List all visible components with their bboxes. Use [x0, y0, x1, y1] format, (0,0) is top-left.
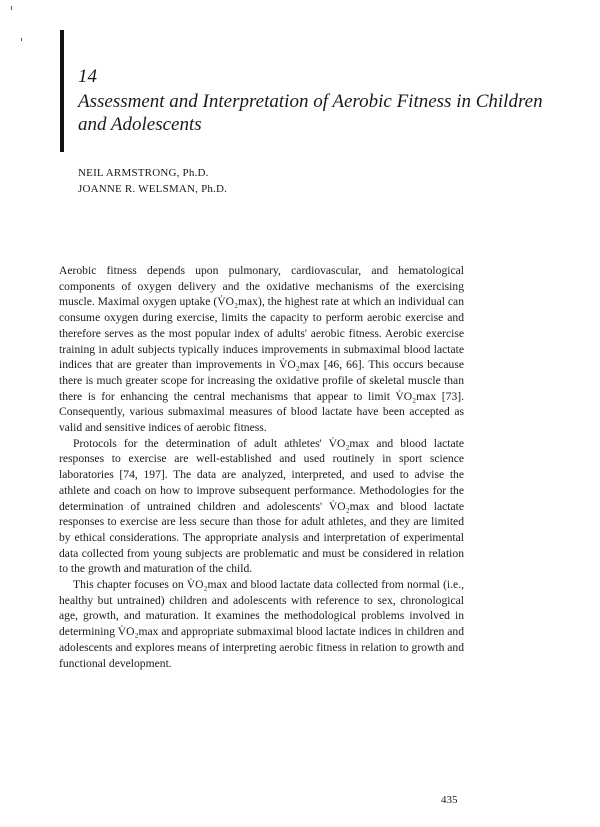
chapter-number: 14 [78, 66, 97, 87]
author-list [78, 165, 227, 197]
margin-mark [21, 38, 22, 41]
author-name: JOANNE R. WELSMAN, Ph.D. [78, 183, 228, 195]
chapter-title: Assessment and Interpretation of Aerobic Fitness in Children and Adolescents [78, 91, 543, 135]
margin-mark [11, 6, 12, 10]
author-name: NEIL ARMSTRONG, Ph.D. [78, 167, 209, 179]
chapter-vertical-rule [60, 30, 64, 152]
body-paragraph: Aerobic fitness depends upon pulmonary, cardiovascular, and hematological components of oxygen delivery and the oxidative mechanisms of the exercising muscle. Maximal oxygen uptake (V̇O₂max), the highest rate at which an individual can consume oxygen during exercise, limits the capacity to perform aerobic exercise and therefore serves as the most popular index of adults' aerobic fitness. Aerobic exercise training in adult subjects typically induces improvements in submaximal blood lactate indices that are greater than improvements in V̇O₂max [46, 66]. This occurs because there is much greater scope for increasing the oxidative profile of skeletal muscle than there is for enhancing the central mechanisms that appear to limit V̇O₂max [73]. Consequently, various submaximal measures of blood lactate have been accepted as valid and sensitive indices of aerobic fitness. [59, 264, 464, 435]
page-number: 435 [441, 794, 458, 806]
body-paragraph: This chapter focuses on V̇O₂max and blood lactate data collected from normal (i.e., healthy but untrained) children and adolescents with reference to sex, chronological age, growth, and maturation. It examines the methodological problems involved in determining V̇O₂max and appropriate submaximal blood lactate indices in children and adolescents and explores means of interpreting aerobic fitness in relation to growth and functional development. [59, 578, 465, 670]
body-paragraph: Protocols for the determination of adult athletes' V̇O₂max and blood lactate responses to exercise are well-established and used routinely in sport science laboratories [74, 197]. The data are analyzed, interpreted, and used to advise the athlete and coach on how to improve subsequent performance. Methodologies for the determination of untrained children and adolescents' V̇O₂max and blood lactate responses to exercise are less secure than those for adult athletes, and they are limited by ethical considerations. The appropriate analysis and interpretation of experimental data collected from young subjects are problematic and must be considered in relation to the growth and maturation of the child. [59, 436, 464, 576]
chapter-body [59, 263, 464, 671]
